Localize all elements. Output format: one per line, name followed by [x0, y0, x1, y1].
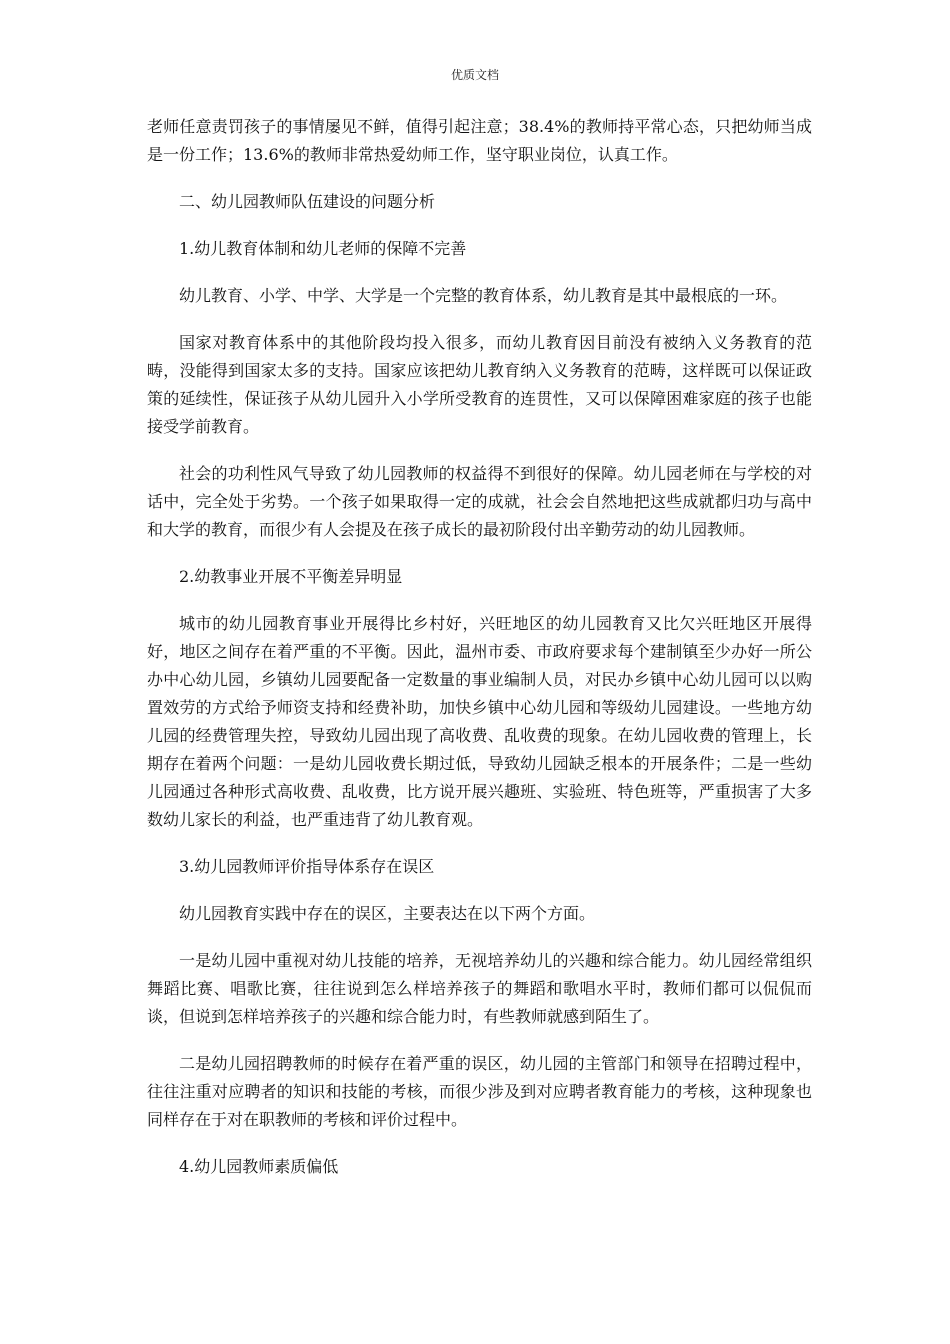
- subsection-heading-1: 1.幼儿教育体制和幼儿老师的保障不完善: [179, 239, 467, 258]
- paragraph-intro-continuation: 老师任意责罚孩子的事情屡见不鲜，值得引起注意；38.4%的教师持平常心态，只把幼师当成是一份工作；13.6%的教师非常热爱幼师工作，坚守职业岗位，认真工作。: [147, 117, 812, 164]
- paragraph: 二是幼儿园招聘教师的时候存在着严重的误区，幼儿园的主管部门和领导在招聘过程中，往往注重对应聘者的知识和技能的考核，而很少涉及到对应聘者教育能力的考核，这种现象也同样存在于对在职教师的考核和评价过程中。: [147, 1054, 812, 1129]
- document-body: [147, 113, 812, 1200]
- subsection-heading-3: 3.幼儿园教师评价指导体系存在误区: [179, 857, 435, 876]
- subsection-heading-2: 2.幼教事业开展不平衡差异明显: [179, 567, 403, 586]
- page-header: 优质文档: [450, 68, 499, 82]
- paragraph: 幼儿教育、小学、中学、大学是一个完整的教育体系，幼儿教育是其中最根底的一环。: [179, 286, 788, 305]
- paragraph: 城市的幼儿园教育事业开展得比乡村好，兴旺地区的幼儿园教育又比欠兴旺地区开展得好，地区之间存在着严重的不平衡。因此，温州市委、市政府要求每个建制镇至少办好一所公办中心幼儿园，乡镇幼儿园要配备一定数量的事业编制人员，对民办乡镇中心幼儿园可以以购置效劳的方式给予师资支持和经费补助，加快乡镇中心幼儿园和等级幼儿园建设。一些地方幼儿园的经费管理失控，导致幼儿园出现了高收费、乱收费的现象。在幼儿园收费的管理上，长期存在着两个问题：一是幼儿园收费长期过低，导致幼儿园缺乏根本的开展条件；二是一些幼儿园通过各种形式高收费、乱收费，比方说开展兴趣班、实验班、特色班等，严重损害了大多数幼儿家长的利益，也严重违背了幼儿教育观。: [147, 614, 812, 829]
- paragraph: 一是幼儿园中重视对幼儿技能的培养，无视培养幼儿的兴趣和综合能力。幼儿园经常组织舞蹈比赛、唱歌比赛，往往说到怎么样培养孩子的舞蹈和歌唱水平时，教师们都可以侃侃而谈，但说到怎样培养孩子的兴趣和综合能力时，有些教师就感到陌生了。: [147, 951, 812, 1026]
- paragraph: 幼儿园教育实践中存在的误区，主要表达在以下两个方面。: [179, 904, 596, 923]
- subsection-heading-4: 4.幼儿园教师素质偏低: [179, 1157, 339, 1176]
- paragraph: 社会的功利性风气导致了幼儿园教师的权益得不到很好的保障。幼儿园老师在与学校的对话中，完全处于劣势。一个孩子如果取得一定的成就，社会会自然地把这些成就都归功与高中和大学的教育，而很少有人会提及在孩子成长的最初阶段付出辛勤劳动的幼儿园教师。: [147, 464, 812, 539]
- section-heading: 二、幼儿园教师队伍建设的问题分析: [179, 192, 436, 211]
- paragraph: 国家对教育体系中的其他阶段均投入很多，而幼儿教育因目前没有被纳入义务教育的范畴，没能得到国家太多的支持。国家应该把幼儿教育纳入义务教育的范畴，这样既可以保证政策的延续性，保证孩子从幼儿园升入小学所受教育的连贯性，又可以保障困难家庭的孩子也能接受学前教育。: [147, 333, 812, 436]
